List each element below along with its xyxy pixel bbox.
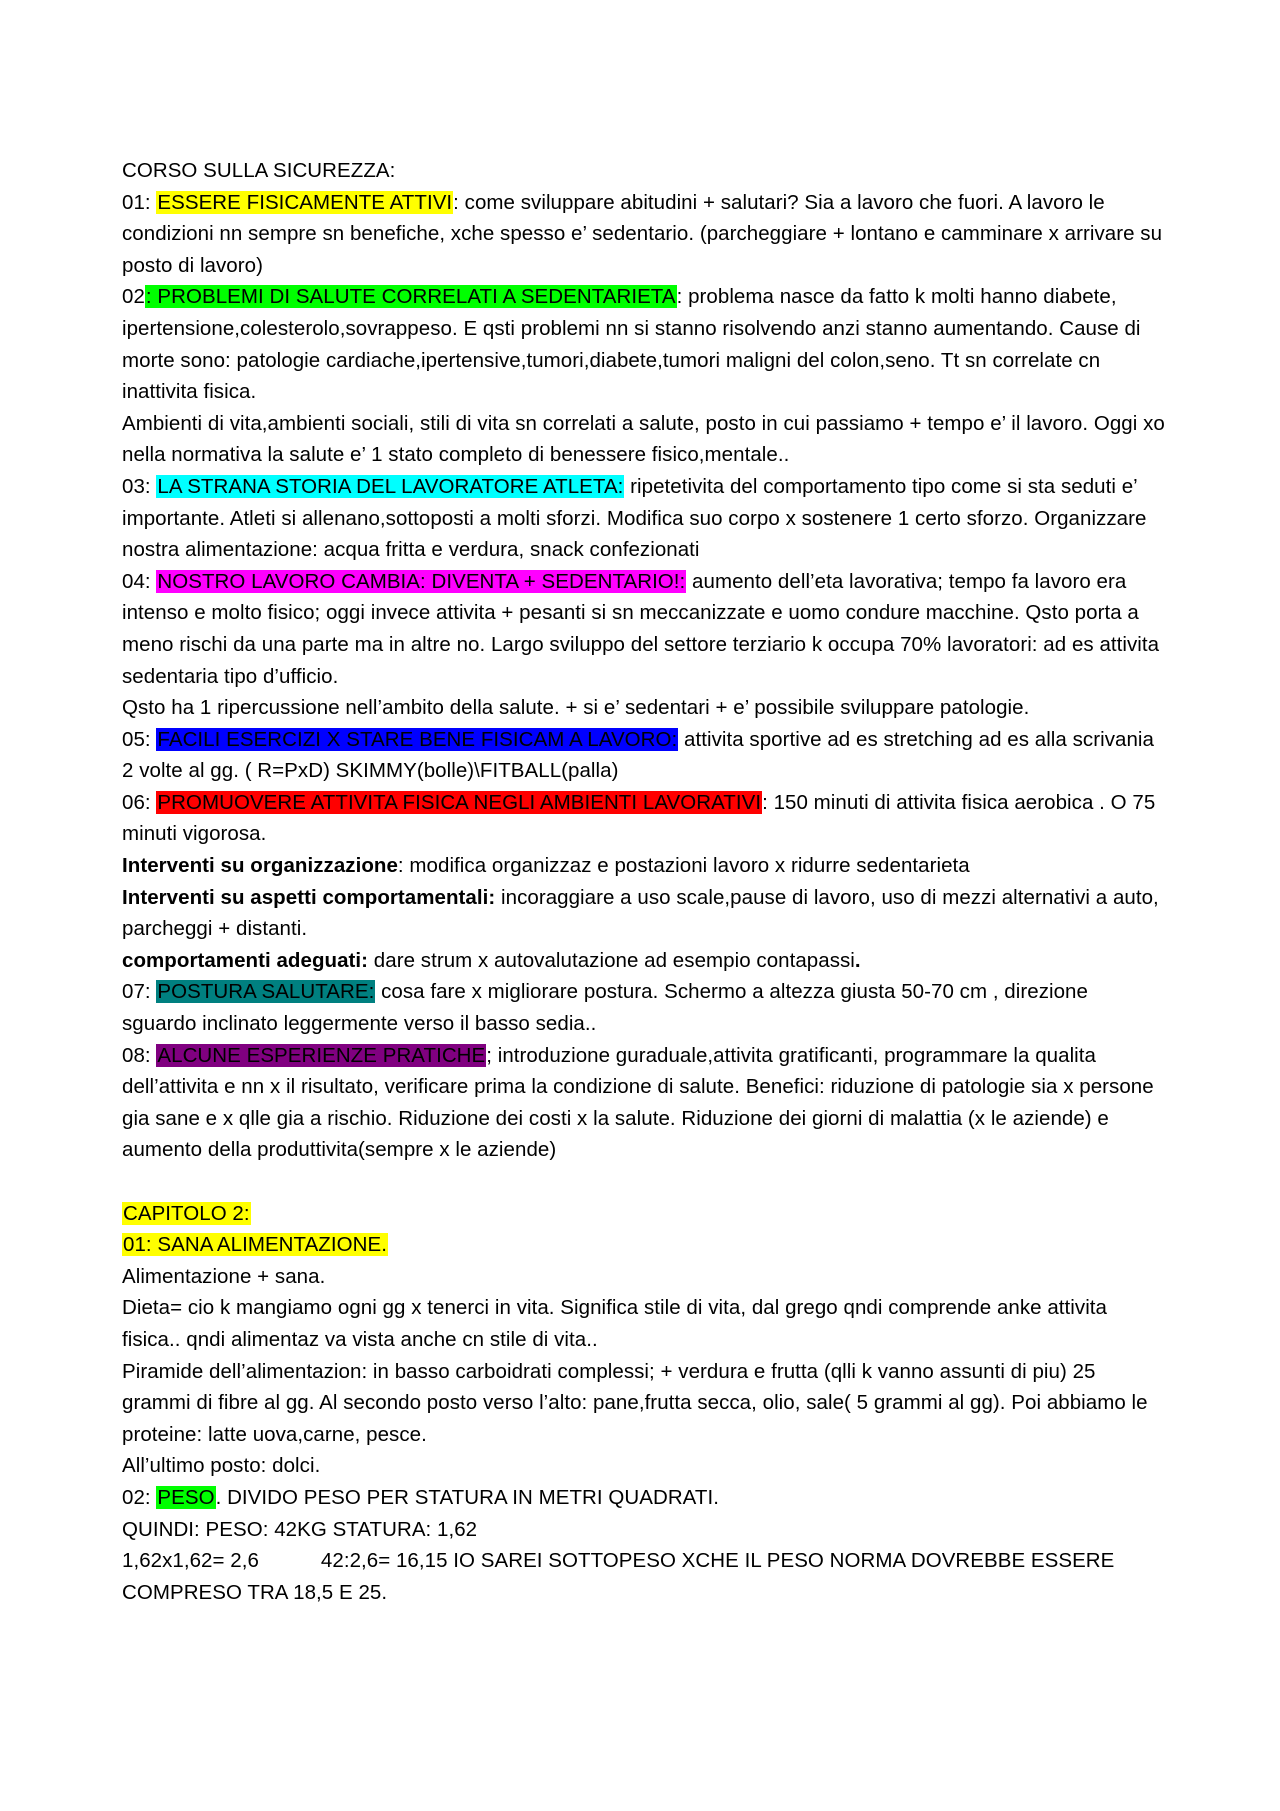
section-heading-highlight: : PROBLEMI DI SALUTE CORRELATI A SEDENTARIETA	[145, 285, 676, 309]
section-heading-highlight: PESO	[157, 1485, 215, 1509]
intervention-text: : modifica organizzaz e postazioni lavoro x ridurre sedentarieta	[397, 854, 970, 878]
section-heading-highlight: POSTURA SALUTARE:	[157, 980, 375, 1004]
section-number: 07:	[122, 980, 157, 1004]
section-07	[122, 976, 1167, 1039]
section-number: 08:	[122, 1043, 157, 1067]
section-06	[122, 787, 1167, 850]
paragraph-quindi: QUINDI: PESO: 42KG STATURA: 1,62	[122, 1517, 478, 1541]
paragraph-dieta: Dieta= cio k mangiamo ogni gg x tenerci in vita. Significa stile di vita, dal grego qndi comprende anke attivita fisica.. qndi alimentaz va vista anche cn stile di vita..	[122, 1296, 1108, 1351]
paragraph-piramide: Piramide dell’alimentazion: in basso carboidrati complessi; + verdura e frutta (qlli k vanno assunti di piu) 25 grammi di fibre al gg. Al secondo posto verso l’alto: pane,frutta secca, olio, sale( 5 grammi al gg). Poi abbiamo le proteine: latte uova,carne, pesce.	[122, 1359, 1148, 1446]
section-01	[122, 187, 1167, 282]
intervention-label: Interventi su organizzazione	[122, 854, 398, 878]
section-text: . DIVIDO PESO PER STATURA IN METRI QUADRATI.	[215, 1485, 719, 1509]
intervention-organizzazione	[122, 850, 1167, 882]
calc-bmi: 42:2,6= 16,15 IO SAREI SOTTOPESO XCHE IL PESO NORMA DOVREBBE ESSERE COMPRESO TRA 18,5 E 25.	[122, 1549, 1115, 1604]
section-number: 02	[122, 285, 145, 309]
intervention-label: Interventi su aspetti comportamentali:	[122, 885, 496, 909]
section-number: 06:	[122, 790, 157, 814]
section-number: 03:	[122, 474, 157, 498]
section-03	[122, 471, 1167, 566]
section-heading-highlight: NOSTRO LAVORO CAMBIA: DIVENTA + SEDENTARIO!:	[157, 569, 686, 593]
section-text: : problema nasce da fatto k molti hanno diabete, ipertensione,colesterolo,sovrappeso. E qsti problemi nn si stanno risolvendo anzi stanno aumentando. Cause di morte sono: patologie cardiache,ipertensive,tumori,diabete,tumori maligni del colon,seno. Tt sn correlate cn inattivita fisica.	[122, 285, 1141, 404]
calc-square: 1,62x1,62= 2,6	[122, 1549, 259, 1573]
section-text: cosa fare x migliorare postura. Schermo a altezza giusta 50-70 cm , direzione sguardo inclinato leggermente verso il basso sedia..	[122, 980, 1088, 1036]
intervention-end: .	[854, 948, 861, 972]
blank-line	[122, 1166, 1167, 1198]
section-04	[122, 566, 1167, 692]
section-text: ripetetivita del comportamento tipo come si sta seduti e’ importante. Atleti si allenano,sottoposti a molti sforzi. Modifica suo corpo x sostenere 1 certo sforzo. Organizzare nostra alimentazione: acqua fritta e verdura, snack confezionati	[122, 474, 1147, 562]
paragraph-qsto: Qsto ha 1 ripercussione nell’ambito della salute. + si e’ sedentari + e’ possibile sviluppare patologie.	[122, 696, 1030, 720]
section-number: 05:	[122, 727, 157, 751]
intervention-text: dare strum x autovalutazione ad esempio contapassi	[368, 948, 855, 972]
intervention-comportamentali	[122, 882, 1167, 945]
intervention-text: incoraggiare a uso scale,pause di lavoro, uso di mezzi alternativi a auto, parcheggi + distanti.	[122, 885, 1159, 941]
section-text: aumento dell’eta lavorativa; tempo fa lavoro era intenso e molto fisico; oggi invece attivita + pesanti si sn meccanizzate e uomo condure macchine. Qsto porta a meno rischi da una parte ma in altre no. Largo sviluppo del settore terziario k occupa 70% lavoratori: ad es attivita sedentaria tipo d’ufficio.	[122, 569, 1160, 688]
section-heading-highlight: ALCUNE ESPERIENZE PRATICHE	[157, 1043, 486, 1067]
paragraph-alimentazione: Alimentazione + sana.	[122, 1264, 326, 1288]
section-heading-highlight: ESSERE FISICAMENTE ATTIVI	[157, 190, 453, 214]
chapter-title: CAPITOLO 2:	[123, 1201, 250, 1225]
section-heading-highlight: LA STRANA STORIA DEL LAVORATORE ATLETA:	[157, 474, 624, 498]
section-08	[122, 1040, 1167, 1166]
chapter-2-heading	[122, 1198, 1167, 1230]
section-heading-highlight: PROMUOVERE ATTIVITA FISICA NEGLI AMBIENTI LAVORATIVI	[157, 790, 762, 814]
chapter-section-title: 01: SANA ALIMENTAZIONE.	[123, 1233, 387, 1257]
paragraph-calcolo	[122, 1545, 1167, 1608]
section-02	[122, 281, 1167, 407]
document-page	[122, 155, 1167, 1608]
document-title: CORSO SULLA SICUREZZA:	[122, 159, 396, 182]
section-heading-highlight: FACILI ESERCIZI X STARE BENE FISICAM A LAVORO:	[157, 727, 678, 751]
section-text: : 150 minuti di attivita fisica aerobica . O 75 minuti vigorosa.	[122, 790, 1156, 846]
paragraph-ambienti: Ambienti di vita,ambienti sociali, stili di vita sn correlati a salute, posto in cui passiamo + tempo e’ il lavoro. Oggi xo nella normativa la salute e’ 1 stato completo di benessere fisico,mentale..	[122, 411, 1165, 467]
section-text: attivita sportive ad es stretching ad es alla scrivania 2 volte al gg. ( R=PxD) SKIMMY(bolle)\FITBALL(palla)	[122, 727, 1154, 783]
section-text: : come sviluppare abitudini + salutari? Sia a lavoro che fuori. A lavoro le condizioni nn sempre sn benefiche, xche spesso e’ sedentario. (parcheggiare + lontano e camminare x arrivare su posto di lavoro)	[122, 190, 1163, 277]
paragraph-dolci: All’ultimo posto: dolci.	[122, 1454, 321, 1478]
section-number: 04:	[122, 569, 157, 593]
section-number: 02:	[122, 1485, 157, 1509]
intervention-label: comportamenti adeguati:	[122, 948, 369, 972]
section-text: ; introduzione guraduale,attivita gratificanti, programmare la qualita dell’attivita e nn x il risultato, verificare prima la condizione di salute. Benefici: riduzione di patologie sia x persone gia sane e x qlle gia a rischio. Riduzione dei costi x la salute. Riduzione dei giorni di malattia (x le aziende) e aumento della produttivita(sempre x le aziende)	[122, 1043, 1154, 1162]
section-05	[122, 724, 1167, 787]
section-number: 01:	[122, 190, 157, 214]
chapter-2-section-01	[122, 1229, 1167, 1261]
intervention-adeguati	[122, 945, 1167, 977]
chapter-2-section-02	[122, 1482, 1167, 1514]
